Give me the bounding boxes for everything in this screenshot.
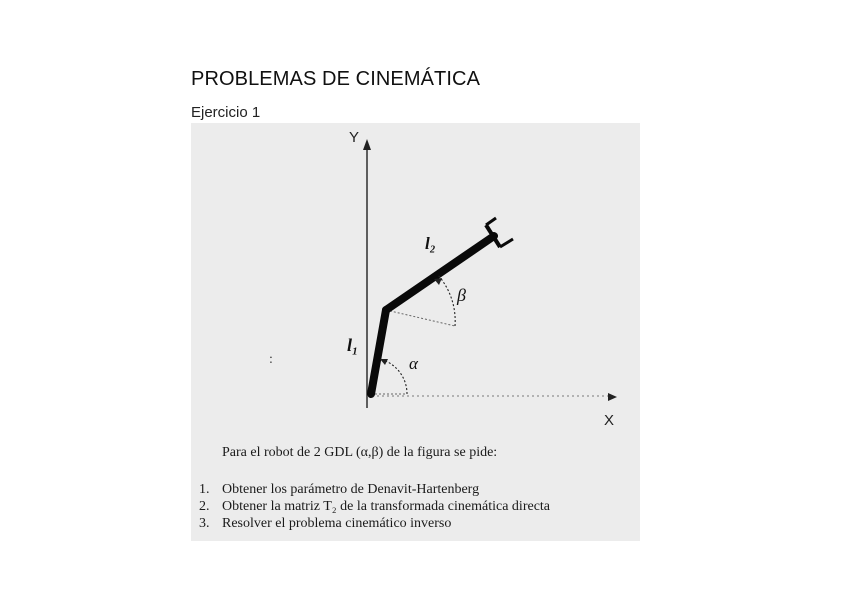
task-item [199, 498, 550, 515]
robot-arm-diagram [191, 123, 640, 541]
task-item [199, 481, 550, 498]
stray-mark: : [269, 352, 273, 367]
link2-reference-line [386, 310, 455, 326]
beta-arc [438, 275, 455, 326]
y-axis-label: Y [349, 129, 360, 146]
link1-label: l₁ [347, 335, 359, 355]
link-2 [386, 236, 494, 310]
task-list [199, 481, 550, 532]
link-1 [371, 310, 386, 394]
task-text: Obtener los parámetro de Denavit-Hartenberg [222, 482, 480, 497]
task-number: 2. [199, 499, 210, 514]
task-text: Obtener la matriz T₂ de la transformada cinemática directa [222, 499, 551, 514]
alpha-arrowhead [380, 359, 388, 365]
beta-arrowhead [434, 278, 442, 285]
task-number: 1. [199, 482, 210, 497]
x-axis-arrowhead [608, 393, 617, 401]
task-text: Resolver el problema cinemático inverso [222, 516, 452, 531]
alpha-arc [380, 359, 407, 394]
beta-label: β [457, 285, 466, 305]
slide-title: PROBLEMAS DE CINEMÁTICA [191, 68, 481, 90]
problem-intro: Para el robot de 2 GDL (α,β) de la figura se pide: [222, 445, 498, 460]
y-axis-arrowhead [363, 139, 371, 150]
link2-label: l₂ [425, 234, 436, 253]
task-item [199, 515, 550, 532]
x-axis-label: X [604, 412, 615, 429]
exercise-subtitle: Ejercicio 1 [191, 104, 261, 121]
task-number: 3. [199, 516, 210, 531]
alpha-label: α [409, 354, 418, 373]
scanned-problem-image [191, 123, 640, 541]
